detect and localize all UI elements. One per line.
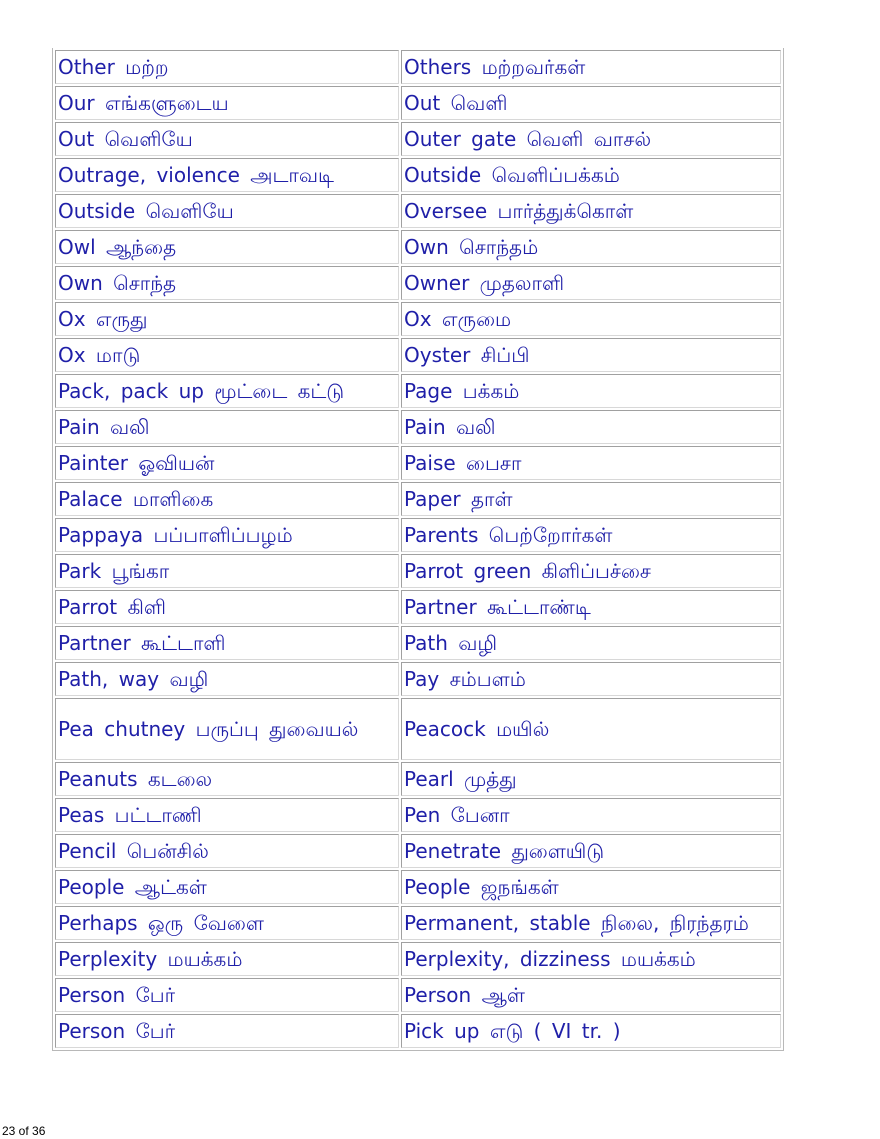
- vocabulary-table-container: [52, 48, 784, 1051]
- entry-cell-right: Path வழி: [401, 626, 781, 660]
- table-row: [55, 870, 781, 904]
- table-row: [55, 446, 781, 480]
- entry-cell-left: Palace மாளிகை: [55, 482, 399, 516]
- entry-cell-left: Our எங்களுடைய: [55, 86, 399, 120]
- table-row: [55, 266, 781, 300]
- table-row: [55, 834, 781, 868]
- entry-cell-right: Peacock மயில்: [401, 698, 781, 760]
- entry-cell-right: Own சொந்தம்: [401, 230, 781, 264]
- entry-cell-left: Peas பட்டாணி: [55, 798, 399, 832]
- entry-cell-right: Penetrate துளையிடு: [401, 834, 781, 868]
- entry-cell-left: Ox எருது: [55, 302, 399, 336]
- table-row: [55, 762, 781, 796]
- table-row: [55, 302, 781, 336]
- entry-cell-right: Outer gate வெளி வாசல்: [401, 122, 781, 156]
- entry-cell-left: People ஆட்கள்: [55, 870, 399, 904]
- entry-cell-right: Pen பேனா: [401, 798, 781, 832]
- entry-cell-right: Pay சம்பளம்: [401, 662, 781, 696]
- table-row: [55, 86, 781, 120]
- entry-cell-left: Outside வெளியே: [55, 194, 399, 228]
- entry-cell-right: Owner முதலாளி: [401, 266, 781, 300]
- table-row: [55, 50, 781, 84]
- entry-cell-right: Parents பெற்றோர்கள்: [401, 518, 781, 552]
- entry-cell-right: Outside வெளிப்பக்கம்: [401, 158, 781, 192]
- entry-cell-right: Others மற்றவர்கள்: [401, 50, 781, 84]
- entry-cell-left: Other மற்ற: [55, 50, 399, 84]
- entry-cell-left: Pappaya பப்பாளிப்பழம்: [55, 518, 399, 552]
- table-row: [55, 518, 781, 552]
- entry-cell-left: Perplexity மயக்கம்: [55, 942, 399, 976]
- entry-cell-left: Perhaps ஒரு வேளை: [55, 906, 399, 940]
- entry-cell-left: Pea chutney பருப்பு துவையல்: [55, 698, 399, 760]
- entry-cell-right: Oversee பார்த்துக்கொள்: [401, 194, 781, 228]
- table-row: [55, 122, 781, 156]
- entry-cell-right: Ox எருமை: [401, 302, 781, 336]
- table-row: [55, 1014, 781, 1048]
- entry-cell-right: Perplexity, dizziness மயக்கம்: [401, 942, 781, 976]
- entry-cell-right: Oyster சிப்பி: [401, 338, 781, 372]
- table-row: [55, 590, 781, 624]
- entry-cell-left: Owl ஆந்தை: [55, 230, 399, 264]
- entry-cell-left: Outrage, violence அடாவடி: [55, 158, 399, 192]
- entry-cell-left: Person பேர்: [55, 978, 399, 1012]
- table-row: [55, 942, 781, 976]
- entry-cell-right: Person ஆள்: [401, 978, 781, 1012]
- page-indicator: 23 of 36: [2, 1124, 46, 1138]
- table-row: [55, 662, 781, 696]
- entry-cell-left: Partner கூட்டாளி: [55, 626, 399, 660]
- entry-cell-left: Park பூங்கா: [55, 554, 399, 588]
- table-row: [55, 482, 781, 516]
- entry-cell-left: Pack, pack up மூட்டை கட்டு: [55, 374, 399, 408]
- table-row: [55, 554, 781, 588]
- table-row: [55, 978, 781, 1012]
- entry-cell-right: Partner கூட்டாண்டி: [401, 590, 781, 624]
- entry-cell-right: Pick up எடு ( VI tr. ): [401, 1014, 781, 1048]
- entry-cell-left: Pencil பென்சில்: [55, 834, 399, 868]
- table-row: [55, 798, 781, 832]
- entry-cell-right: People ஜநங்கள்: [401, 870, 781, 904]
- entry-cell-right: Pearl முத்து: [401, 762, 781, 796]
- entry-cell-right: Paper தாள்: [401, 482, 781, 516]
- entry-cell-right: Page பக்கம்: [401, 374, 781, 408]
- table-row: [55, 338, 781, 372]
- entry-cell-left: Own சொந்த: [55, 266, 399, 300]
- table-row: [55, 626, 781, 660]
- table-row: [55, 698, 781, 760]
- entry-cell-right: Paise பைசா: [401, 446, 781, 480]
- entry-cell-right: Pain வலி: [401, 410, 781, 444]
- entry-cell-left: Ox மாடு: [55, 338, 399, 372]
- entry-cell-left: Painter ஓவியன்: [55, 446, 399, 480]
- entry-cell-left: Person பேர்: [55, 1014, 399, 1048]
- entry-cell-right: Parrot green கிளிப்பச்சை: [401, 554, 781, 588]
- vocabulary-table-body: [55, 50, 781, 1048]
- entry-cell-left: Pain வலி: [55, 410, 399, 444]
- entry-cell-left: Path, way வழி: [55, 662, 399, 696]
- table-row: [55, 158, 781, 192]
- table-row: [55, 410, 781, 444]
- table-row: [55, 374, 781, 408]
- entry-cell-right: Out வெளி: [401, 86, 781, 120]
- entry-cell-left: Out வெளியே: [55, 122, 399, 156]
- entry-cell-left: Peanuts கடலை: [55, 762, 399, 796]
- table-row: [55, 194, 781, 228]
- vocabulary-table: [53, 48, 783, 1050]
- table-row: [55, 906, 781, 940]
- table-row: [55, 230, 781, 264]
- entry-cell-right: Permanent, stable நிலை, நிரந்தரம்: [401, 906, 781, 940]
- entry-cell-left: Parrot கிளி: [55, 590, 399, 624]
